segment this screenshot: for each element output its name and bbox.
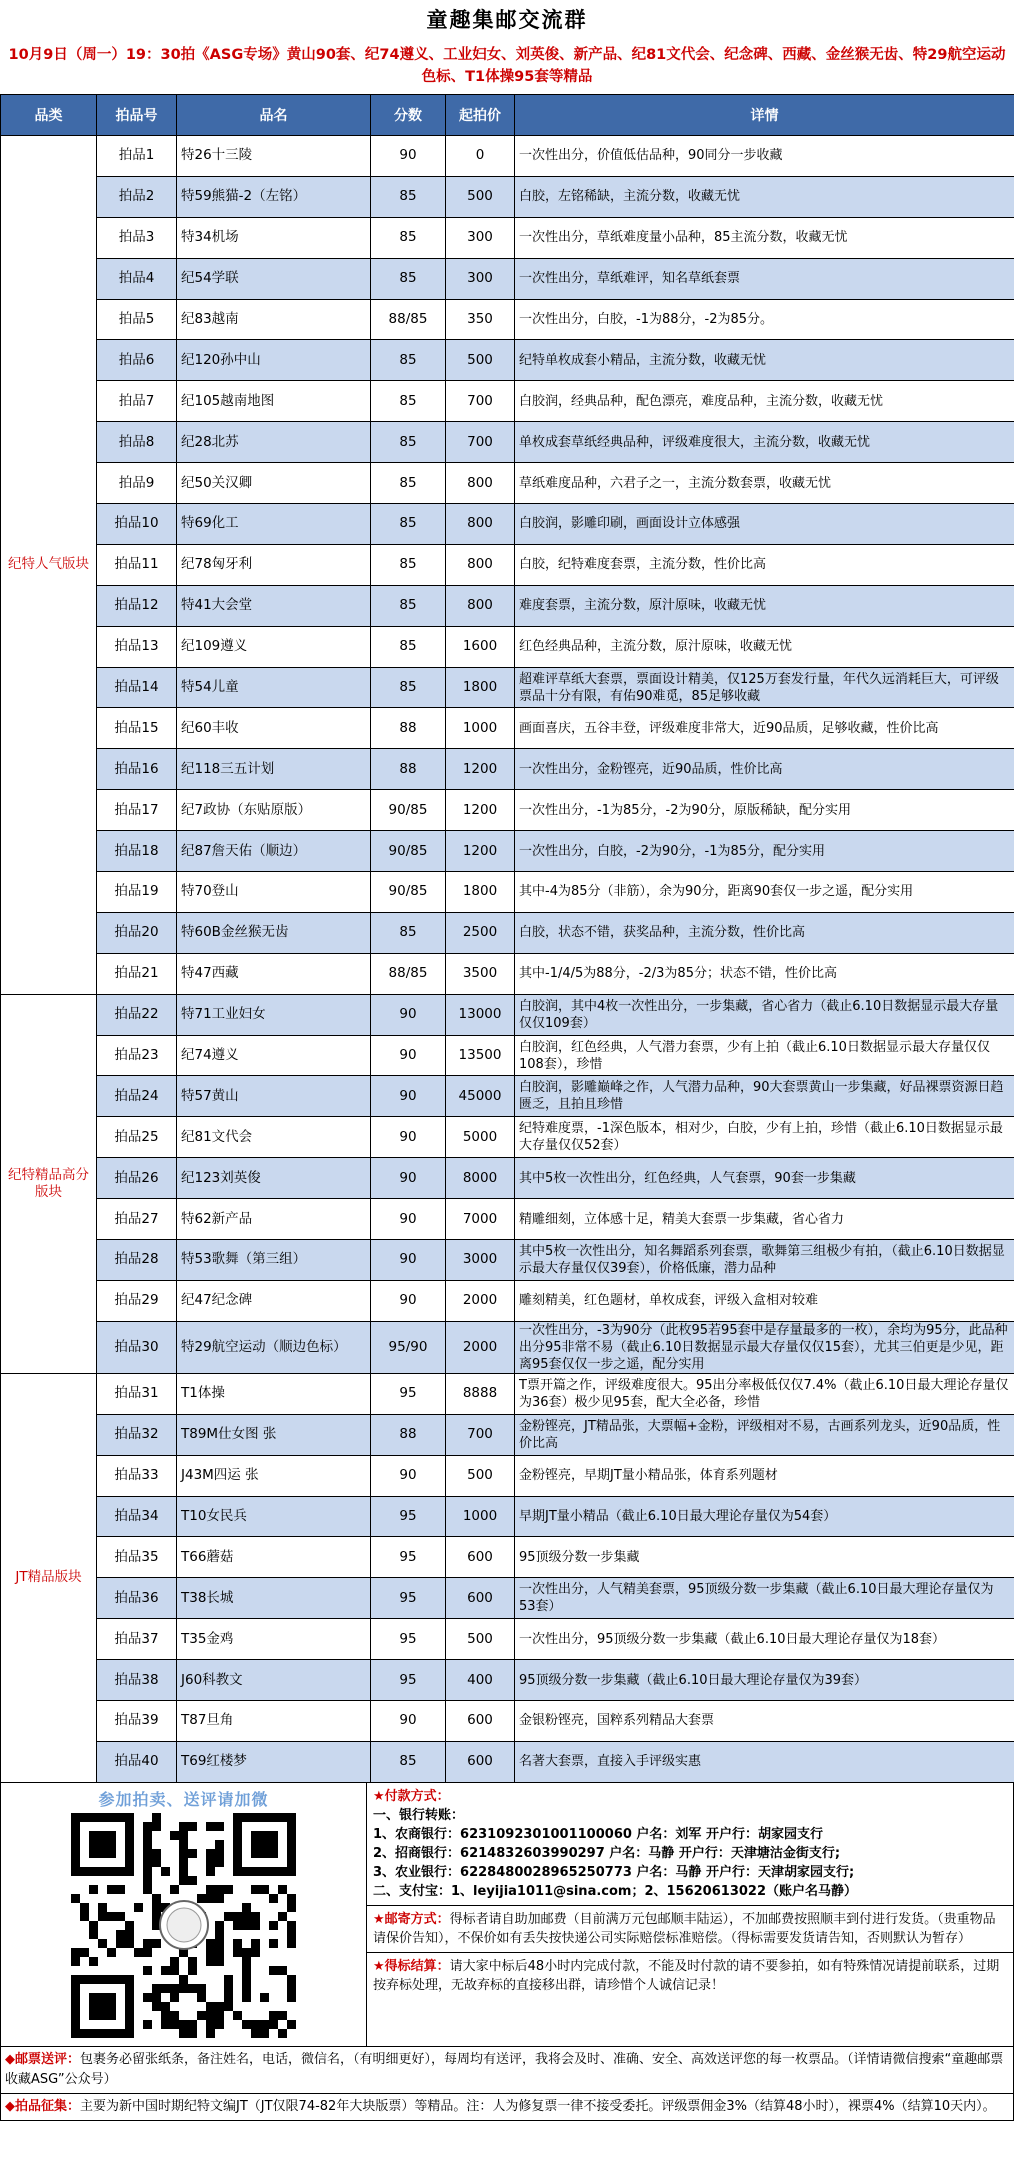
item-name: 纪105越南地图 — [177, 381, 371, 422]
table-row — [1, 831, 1014, 872]
footer-consignment — [0, 2094, 1014, 2121]
score: 90 — [371, 1455, 446, 1496]
table-row — [1, 1741, 1014, 1782]
lot-number: 拍品13 — [97, 626, 177, 667]
table-row — [1, 136, 1014, 177]
item-name: T1体操 — [177, 1373, 371, 1414]
start-price: 3000 — [446, 1240, 515, 1281]
item-detail: 名著大套票，直接入手评级实惠 — [515, 1741, 1014, 1782]
lot-number: 拍品21 — [97, 953, 177, 994]
item-name: 特29航空运动（顺边色标） — [177, 1321, 371, 1373]
payment-info — [367, 1783, 1013, 2046]
start-price: 800 — [446, 504, 515, 545]
item-detail: 一次性出分，-1为85分，-2为90分，原版稀缺，配分实用 — [515, 790, 1014, 831]
lot-number: 拍品16 — [97, 749, 177, 790]
score: 95 — [371, 1496, 446, 1537]
item-detail: 精雕细刻，立体感十足，精美大套票一步集藏，省心省力 — [515, 1199, 1014, 1240]
item-detail: 白胶，纪特难度套票，主流分数，性价比高 — [515, 544, 1014, 585]
table-row — [1, 1455, 1014, 1496]
category-label: 纪特精品高分版块 — [1, 994, 97, 1373]
score: 88/85 — [371, 299, 446, 340]
postage-text: 得标者请自助加邮费（目前满万元包邮顺丰陆运），不加邮费按照顺丰到付进行发货。（贵重物品请保价告知），不保价如有丢失按快递公司实际赔偿标准赔偿。（得标需要发货请告知，否则默认为暂存） — [373, 1911, 996, 1946]
table-header-row — [1, 95, 1014, 136]
item-detail: 早期JT量小精品（截止6.10日最大理论存量仅为54套） — [515, 1496, 1014, 1537]
start-price: 500 — [446, 176, 515, 217]
postage-block — [367, 1906, 1013, 1953]
category-label: JT精品版块 — [1, 1373, 97, 1782]
item-name: 特54儿童 — [177, 667, 371, 708]
lot-number: 拍品32 — [97, 1414, 177, 1455]
start-price: 0 — [446, 136, 515, 177]
item-name: 纪83越南 — [177, 299, 371, 340]
lot-number: 拍品8 — [97, 422, 177, 463]
item-detail: T票开篇之作，评级难度很大。95出分率极低仅仅7.4%（截止6.10日最大理论存量仅为36套）极少见95套，配大全必备，珍惜 — [515, 1373, 1014, 1414]
score: 85 — [371, 176, 446, 217]
score: 85 — [371, 667, 446, 708]
table-row — [1, 1619, 1014, 1660]
item-detail: 其中-4为85分（非筋），余为90分，距离90套仅一步之遥，配分实用 — [515, 872, 1014, 913]
item-detail: 白胶，状态不错，获奖品种，主流分数，性价比高 — [515, 912, 1014, 953]
start-price: 13000 — [446, 994, 515, 1035]
score: 90/85 — [371, 872, 446, 913]
score: 90 — [371, 1240, 446, 1281]
lot-number: 拍品15 — [97, 708, 177, 749]
start-price: 1800 — [446, 667, 515, 708]
score: 88 — [371, 749, 446, 790]
lot-number: 拍品17 — [97, 790, 177, 831]
lot-number: 拍品4 — [97, 258, 177, 299]
lot-number: 拍品20 — [97, 912, 177, 953]
item-detail: 白胶润，其中4枚一次性出分，一步集藏，省心省力（截止6.10日数据显示最大存量仅仅109套） — [515, 994, 1014, 1035]
item-name: 特60B金丝猴无齿 — [177, 912, 371, 953]
item-name: 特62新产品 — [177, 1199, 371, 1240]
item-name: J60科教文 — [177, 1660, 371, 1701]
item-name: T87旦角 — [177, 1700, 371, 1741]
table-row — [1, 176, 1014, 217]
item-detail: 一次性出分，白胶，-1为88分，-2为85分。 — [515, 299, 1014, 340]
header-category: 品类 — [1, 95, 97, 136]
start-price: 5000 — [446, 1117, 515, 1158]
score: 88 — [371, 1414, 446, 1455]
lot-number: 拍品24 — [97, 1076, 177, 1117]
lot-number: 拍品10 — [97, 504, 177, 545]
start-price: 300 — [446, 217, 515, 258]
start-price: 1200 — [446, 831, 515, 872]
table-row — [1, 422, 1014, 463]
settlement-label: ★得标结算： — [373, 1958, 450, 1974]
table-row — [1, 790, 1014, 831]
item-detail: 单枚成套草纸经典品种，评级难度很大，主流分数，收藏无忧 — [515, 422, 1014, 463]
item-name: 特26十三陵 — [177, 136, 371, 177]
category-label: 纪特人气版块 — [1, 136, 97, 995]
table-row — [1, 1660, 1014, 1701]
appraisal-label: ◆邮票送评： — [5, 2051, 80, 2067]
item-detail: 95顶级分数一步集藏 — [515, 1537, 1014, 1578]
lot-number: 拍品34 — [97, 1496, 177, 1537]
start-price: 700 — [446, 422, 515, 463]
score: 88 — [371, 708, 446, 749]
lot-number: 拍品35 — [97, 1537, 177, 1578]
page-title: 童趣集邮交流群 — [426, 7, 588, 32]
start-price: 800 — [446, 544, 515, 585]
item-name: 特57黄山 — [177, 1076, 371, 1117]
item-name: 纪50关汉卿 — [177, 463, 371, 504]
item-detail: 95顶级分数一步集藏（截止6.10日最大理论存量仅为39套） — [515, 1660, 1014, 1701]
header-start-price: 起拍价 — [446, 95, 515, 136]
lot-number: 拍品39 — [97, 1700, 177, 1741]
item-detail: 白胶，左铭稀缺，主流分数，收藏无忧 — [515, 176, 1014, 217]
lot-number: 拍品5 — [97, 299, 177, 340]
item-detail: 其中5枚一次性出分，红色经典，人气套票，90套一步集藏 — [515, 1158, 1014, 1199]
start-price: 800 — [446, 585, 515, 626]
start-price: 2500 — [446, 912, 515, 953]
score: 95 — [371, 1660, 446, 1701]
table-row — [1, 1321, 1014, 1373]
item-name: 纪120孙中山 — [177, 340, 371, 381]
appraisal-text: 包裹务必留张纸条，备注姓名，电话，微信名，（有明细更好），每周均有送评，我将会及时、准确、安全、高效送评您的每一枚票品。（详情请微信搜索“童趣邮票收藏ASG”公众号） — [5, 2051, 1004, 2087]
table-row — [1, 1578, 1014, 1619]
item-name: T69红楼梦 — [177, 1741, 371, 1782]
lot-number: 拍品29 — [97, 1280, 177, 1321]
lot-number: 拍品18 — [97, 831, 177, 872]
start-price: 600 — [446, 1741, 515, 1782]
item-name: T89M仕女图 张 — [177, 1414, 371, 1455]
item-name: 特47西藏 — [177, 953, 371, 994]
payment-line: 3、农业银行：6228480028965250773 户名：马静 开户行：天津胡家园支行; — [373, 1864, 855, 1880]
start-price: 300 — [446, 258, 515, 299]
score: 90 — [371, 994, 446, 1035]
score: 90 — [371, 1158, 446, 1199]
item-name: J43M四运 张 — [177, 1455, 371, 1496]
item-name: 纪78匈牙利 — [177, 544, 371, 585]
start-price: 1200 — [446, 749, 515, 790]
lot-number: 拍品38 — [97, 1660, 177, 1701]
lot-number: 拍品6 — [97, 340, 177, 381]
start-price: 8888 — [446, 1373, 515, 1414]
item-name: T66蘑菇 — [177, 1537, 371, 1578]
table-row — [1, 1280, 1014, 1321]
table-row — [1, 1414, 1014, 1455]
table-row — [1, 463, 1014, 504]
start-price: 3500 — [446, 953, 515, 994]
header-details: 详情 — [515, 95, 1014, 136]
qr-code-icon — [24, 1809, 344, 2041]
table-row — [1, 1158, 1014, 1199]
score: 85 — [371, 422, 446, 463]
bank-heading: 一、银行转账： — [373, 1807, 465, 1823]
start-price: 600 — [446, 1700, 515, 1741]
payment-line: 1、农商银行：6231092301001100060 户名：刘军 开户行：胡家园支行 — [373, 1826, 823, 1842]
score: 85 — [371, 381, 446, 422]
start-price: 500 — [446, 1619, 515, 1660]
table-body — [1, 136, 1014, 1783]
start-price: 600 — [446, 1578, 515, 1619]
qr-panel — [1, 1783, 367, 2046]
item-name: 纪118三五计划 — [177, 749, 371, 790]
item-detail: 纪特单枚成套小精品，主流分数，收藏无忧 — [515, 340, 1014, 381]
item-detail: 一次性出分，草纸难度量小品种，85主流分数，收藏无忧 — [515, 217, 1014, 258]
item-detail: 超难评草纸大套票，票面设计精美，仅125万套发行量，年代久远消耗巨大，可评级票品十分有限，有佑90难觅，85足够收藏 — [515, 667, 1014, 708]
lot-number: 拍品1 — [97, 136, 177, 177]
item-detail: 红色经典品种，主流分数，原汁原味，收藏无忧 — [515, 626, 1014, 667]
item-detail: 一次性出分，草纸难评，知名草纸套票 — [515, 258, 1014, 299]
header-lot-number: 拍品号 — [97, 95, 177, 136]
payment-line: 二、支付宝：1、leyijia1011@sina.com；2、15620613022（账户名马静） — [373, 1883, 858, 1899]
start-price: 13500 — [446, 1035, 515, 1076]
payment-title: ★付款方式： — [373, 1788, 450, 1804]
start-price: 350 — [446, 299, 515, 340]
start-price: 8000 — [446, 1158, 515, 1199]
table-row — [1, 1496, 1014, 1537]
item-name: T35金鸡 — [177, 1619, 371, 1660]
lot-number: 拍品3 — [97, 217, 177, 258]
lot-number: 拍品36 — [97, 1578, 177, 1619]
table-row — [1, 1035, 1014, 1076]
score: 85 — [371, 258, 446, 299]
item-name: T10女民兵 — [177, 1496, 371, 1537]
item-detail: 画面喜庆，五谷丰登，评级难度非常大，近90品质，足够收藏，性价比高 — [515, 708, 1014, 749]
item-name: 纪60丰收 — [177, 708, 371, 749]
score: 95/90 — [371, 1321, 446, 1373]
item-detail: 金粉铿亮，JT精品张，大票幅+金粉，评级相对不易，古画系列龙头，近90品质，性价比高 — [515, 1414, 1014, 1455]
lot-number: 拍品33 — [97, 1455, 177, 1496]
score: 90 — [371, 1700, 446, 1741]
table-row — [1, 504, 1014, 545]
auction-subtitle: 10月9日（周一）19：30拍《ASG专场》黄山90套、纪74遵义、工业妇女、刘英俊、新产品、纪81文代会、纪念碑、西藏、金丝猴无齿、特29航空运动色标、T1体操95套等精品 — [8, 47, 1006, 85]
score: 95 — [371, 1578, 446, 1619]
score: 85 — [371, 626, 446, 667]
item-name: T38长城 — [177, 1578, 371, 1619]
table-row — [1, 1537, 1014, 1578]
qr-caption: 参加拍卖、送评请加微 — [98, 1789, 269, 1809]
lot-number: 拍品22 — [97, 994, 177, 1035]
lot-number: 拍品40 — [97, 1741, 177, 1782]
lot-number: 拍品25 — [97, 1117, 177, 1158]
item-detail: 金粉铿亮，早期JT量小精品张，体育系列题材 — [515, 1455, 1014, 1496]
start-price: 500 — [446, 340, 515, 381]
table-row — [1, 1700, 1014, 1741]
item-detail: 一次性出分，95顶级分数一步集藏（截止6.10日最大理论存量仅为18套） — [515, 1619, 1014, 1660]
start-price: 700 — [446, 381, 515, 422]
start-price: 1800 — [446, 872, 515, 913]
item-name: 纪74遵义 — [177, 1035, 371, 1076]
item-name: 特71工业妇女 — [177, 994, 371, 1035]
score: 90/85 — [371, 790, 446, 831]
item-detail: 一次性出分，金粉铿亮，近90品质，性价比高 — [515, 749, 1014, 790]
header-score: 分数 — [371, 95, 446, 136]
header-item-name: 品名 — [177, 95, 371, 136]
item-name: 特34机场 — [177, 217, 371, 258]
table-row — [1, 749, 1014, 790]
item-name: 纪123刘英俊 — [177, 1158, 371, 1199]
table-row — [1, 1199, 1014, 1240]
start-price: 400 — [446, 1660, 515, 1701]
score: 85 — [371, 1741, 446, 1782]
item-name: 特70登山 — [177, 872, 371, 913]
item-name: 纪7政协（东贴原版） — [177, 790, 371, 831]
table-row — [1, 872, 1014, 913]
consignment-label: ◆拍品征集： — [5, 2098, 80, 2114]
score: 85 — [371, 340, 446, 381]
item-name: 特59熊猫-2（左铭） — [177, 176, 371, 217]
lot-number: 拍品2 — [97, 176, 177, 217]
item-name: 特41大会堂 — [177, 585, 371, 626]
lot-number: 拍品30 — [97, 1321, 177, 1373]
start-price: 1000 — [446, 708, 515, 749]
lot-number: 拍品37 — [97, 1619, 177, 1660]
start-price: 7000 — [446, 1199, 515, 1240]
score: 90 — [371, 136, 446, 177]
table-row — [1, 1117, 1014, 1158]
start-price: 700 — [446, 1414, 515, 1455]
start-price: 800 — [446, 463, 515, 504]
table-row — [1, 544, 1014, 585]
lot-number: 拍品23 — [97, 1035, 177, 1076]
table-row — [1, 340, 1014, 381]
lot-number: 拍品11 — [97, 544, 177, 585]
lot-number: 拍品12 — [97, 585, 177, 626]
score: 90 — [371, 1280, 446, 1321]
wechat-qr-code[interactable] — [24, 1809, 344, 2041]
item-detail: 难度套票，主流分数，原汁原味，收藏无忧 — [515, 585, 1014, 626]
lot-number: 拍品14 — [97, 667, 177, 708]
start-price: 1000 — [446, 1496, 515, 1537]
consignment-text: 主要为新中国时期纪特文编JT（JT仅限74-82年大块版票）等精品。注：人为修复票一律不接受委托。评级票佣金3%（结算48小时），裸票4%（结算10天内）。 — [80, 2098, 996, 2114]
score: 85 — [371, 463, 446, 504]
score: 90 — [371, 1076, 446, 1117]
start-price: 1600 — [446, 626, 515, 667]
item-name: 纪47纪念碑 — [177, 1280, 371, 1321]
item-name: 纪28北苏 — [177, 422, 371, 463]
lot-number: 拍品7 — [97, 381, 177, 422]
score: 90 — [371, 1117, 446, 1158]
score: 90 — [371, 1035, 446, 1076]
table-row — [1, 381, 1014, 422]
payment-line: 2、招商银行：6214832603990297 户名：马静 开户行：天津塘沽金街支行; — [373, 1845, 841, 1861]
table-row — [1, 708, 1014, 749]
score: 88/85 — [371, 953, 446, 994]
start-price: 1200 — [446, 790, 515, 831]
table-row — [1, 217, 1014, 258]
settlement-text: 请大家中标后48小时内完成付款，不能及时付款的请不要参拍，如有特殊情况请提前联系，过期按弃标处理，无故弃标的直接移出群，请珍惜个人诚信记录！ — [373, 1958, 1000, 1993]
auction-table — [0, 94, 1014, 1783]
table-row — [1, 912, 1014, 953]
item-detail: 金银粉铿亮，国粹系列精品大套票 — [515, 1700, 1014, 1741]
item-detail: 一次性出分，价值低估品种，90同分一步收藏 — [515, 136, 1014, 177]
settlement-block — [367, 1953, 1013, 1999]
table-row — [1, 585, 1014, 626]
start-price: 600 — [446, 1537, 515, 1578]
score: 85 — [371, 912, 446, 953]
item-detail: 一次性出分，-3为90分（此枚95若95套中是存量最多的一枚），余均为95分，此品种出分95非常不易（截止6.10日数据显示最大存量仅仅15套），尤其三伯更是少见，距离95套仅仅一步之遥，配分实用 — [515, 1321, 1014, 1373]
item-name: 特53歌舞（第三组） — [177, 1240, 371, 1281]
item-detail: 一次性出分，白胶，-2为90分，-1为85分，配分实用 — [515, 831, 1014, 872]
footer-appraisal — [0, 2047, 1014, 2094]
table-row — [1, 667, 1014, 708]
item-detail: 草纸难度品种，六君子之一，主流分数套票，收藏无忧 — [515, 463, 1014, 504]
score: 85 — [371, 585, 446, 626]
table-row — [1, 258, 1014, 299]
item-detail: 雕刻精美，红色题材，单枚成套，评级入盒相对较难 — [515, 1280, 1014, 1321]
score: 90 — [371, 1199, 446, 1240]
item-detail: 其中-1/4/5为88分，-2/3为85分；状态不错，性价比高 — [515, 953, 1014, 994]
lot-number: 拍品27 — [97, 1199, 177, 1240]
lot-number: 拍品26 — [97, 1158, 177, 1199]
item-name: 纪54学联 — [177, 258, 371, 299]
start-price: 500 — [446, 1455, 515, 1496]
score: 85 — [371, 504, 446, 545]
table-row — [1, 626, 1014, 667]
start-price: 2000 — [446, 1321, 515, 1373]
score: 95 — [371, 1619, 446, 1660]
lot-number: 拍品19 — [97, 872, 177, 913]
item-name: 特69化工 — [177, 504, 371, 545]
score: 95 — [371, 1537, 446, 1578]
table-row — [1, 953, 1014, 994]
item-name: 纪81文代会 — [177, 1117, 371, 1158]
table-row — [1, 1373, 1014, 1414]
item-detail: 白胶润，红色经典，人气潜力套票，少有上拍（截止6.10日数据显示最大存量仅仅108套），珍惜 — [515, 1035, 1014, 1076]
score: 85 — [371, 217, 446, 258]
score: 85 — [371, 544, 446, 585]
lot-number: 拍品28 — [97, 1240, 177, 1281]
item-detail: 一次性出分，人气精美套票，95顶级分数一步集藏（截止6.10日最大理论存量仅为53套） — [515, 1578, 1014, 1619]
table-row — [1, 1076, 1014, 1117]
lot-number: 拍品31 — [97, 1373, 177, 1414]
table-row — [1, 299, 1014, 340]
item-detail: 白胶润，影雕巅峰之作，人气潜力品种，90大套票黄山一步集藏，好品裸票资源日趋匮乏，且拍且珍惜 — [515, 1076, 1014, 1117]
table-row — [1, 994, 1014, 1035]
payment-block — [367, 1783, 1013, 1906]
item-detail: 其中5枚一次性出分，知名舞蹈系列套票，歌舞第三组极少有拍，（截止6.10日数据显示最大存量仅仅39套），价格低廉，潜力品种 — [515, 1240, 1014, 1281]
item-detail: 白胶润，经典品种，配色漂亮，难度品种，主流分数，收藏无忧 — [515, 381, 1014, 422]
info-section — [0, 1783, 1014, 2047]
item-detail: 纪特难度票，-1深色版本，相对少，白胶，少有上拍，珍惜（截止6.10日数据显示最大存量仅仅52套） — [515, 1117, 1014, 1158]
table-row — [1, 1240, 1014, 1281]
lot-number: 拍品9 — [97, 463, 177, 504]
postage-label: ★邮寄方式： — [373, 1911, 450, 1927]
score: 90/85 — [371, 831, 446, 872]
item-name: 纪87詹天佑（顺边） — [177, 831, 371, 872]
item-name: 纪109遵义 — [177, 626, 371, 667]
start-price: 2000 — [446, 1280, 515, 1321]
score: 95 — [371, 1373, 446, 1414]
item-detail: 白胶润，影雕印刷，画面设计立体感强 — [515, 504, 1014, 545]
start-price: 45000 — [446, 1076, 515, 1117]
